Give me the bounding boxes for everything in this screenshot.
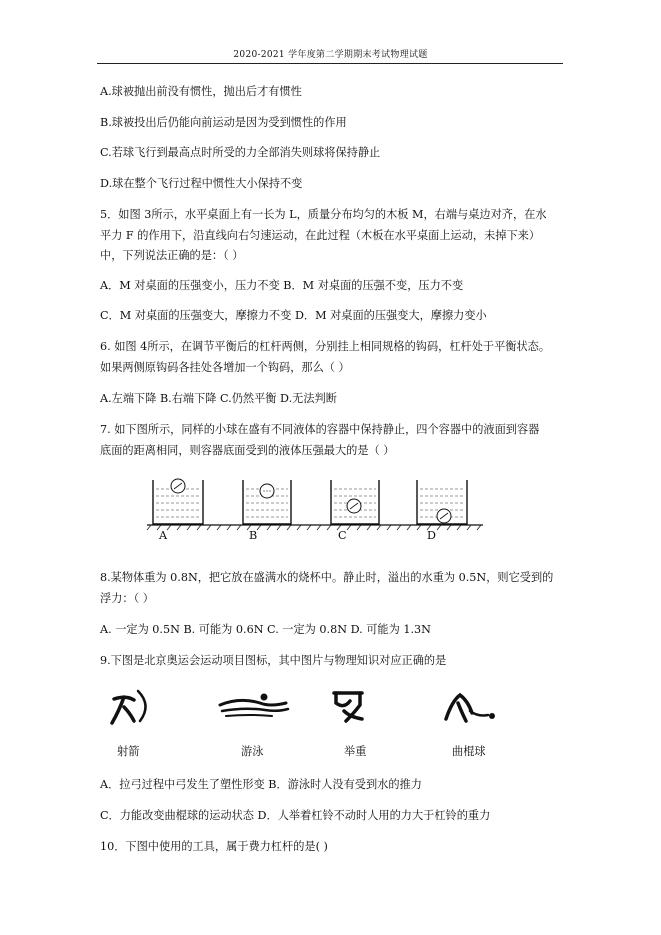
q9-options-cd: C．力能改变曲棍球的运动状态 D．人举着杠铃不动时人用的力大于杠铃的重力: [100, 809, 491, 822]
q4-option-d: D.球在整个飞行过程中惯性大小保持不变: [100, 177, 303, 190]
q4-option-a: A.球被抛出前没有惯性，抛出后才有惯性: [100, 85, 302, 98]
q8-options: A. 一定为 0.5N B. 可能为 0.6N C. 一定为 0.8N D. 可能为 1.3N: [100, 623, 431, 636]
q6-stem-line2: 如果两侧原钩码各挂处各增加一个钩码，那么（ ）: [100, 361, 350, 374]
container-d: [417, 480, 467, 524]
q7-stem-line2: 底面的距离相同，则容器底面受到的液体压强最大的是（ ）: [100, 444, 395, 457]
sport-label-archery: 射箭: [117, 745, 140, 758]
q7-stem-line1: 7. 如下图所示，同样的小球在盛有不同液体的容器中保持静止，四个容器中的液面到容器: [100, 423, 540, 436]
container-a: [153, 479, 203, 524]
container-label-c: C: [338, 529, 347, 542]
container-label-d: D: [427, 529, 436, 542]
sport-label-weightlifting: 举重: [344, 745, 367, 758]
q8-stem-line1: 8.某物体重为 0.8N，把它放在盛满水的烧杯中。静止时，溢出的水重为 0.5N，则它受到的: [100, 571, 554, 584]
hockey-icon: [446, 695, 495, 721]
q5-stem-line1: 5．如图 3所示，水平桌面上有一长为 L，质量分布均匀的木板 M，右端与桌边对齐，在水: [100, 208, 547, 221]
q5-stem-line3: 中，下列说法正确的是：（ ）: [100, 249, 244, 262]
swimming-icon: [220, 694, 288, 717]
archery-icon: [112, 691, 146, 723]
q10-stem: 10．下图中使用的工具，属于费力杠杆的是( ): [100, 840, 328, 853]
q9-stem: 9.下图是北京奥运会运动项目图标，其中图片与物理知识对应正确的是: [100, 654, 447, 667]
q8-stem-line2: 浮力：（ ）: [100, 592, 154, 605]
page-header: 2020-2021 学年度第二学期期末考试物理试题: [233, 50, 428, 60]
sport-label-hockey: 曲棍球: [452, 745, 486, 758]
weightlifting-icon: [334, 693, 362, 721]
q5-options-ab: A．M 对桌面的压强变小，压力不变 B．M 对桌面的压强不变，压力不变: [100, 279, 464, 292]
q9-options-ab: A．拉弓过程中弓发生了塑性形变 B．游泳时人没有受到水的推力: [100, 778, 422, 791]
container-c: [331, 480, 379, 524]
q4-option-b: B.球被投出后仍能向前运动是因为受到惯性的作用: [100, 116, 347, 129]
container-b: [243, 480, 291, 524]
sport-pictograms: [100, 683, 510, 728]
q5-stem-line2: 平力 F 的作用下，沿直线向右匀速运动，在此过程（木板在水平桌面上运动，未掉下来）: [100, 229, 541, 242]
sport-label-swimming: 游泳: [241, 745, 264, 758]
q5-options-cd: C．M 对桌面的压强变大，摩擦力不变 D．M 对桌面的压强变大，摩擦力变小: [100, 309, 487, 322]
container-label-b: B: [249, 529, 258, 542]
header-rule: [97, 63, 563, 64]
q6-options: A.左端下降 B.右端下降 C.仍然平衡 D.无法判断: [100, 392, 337, 405]
q4-option-c: C.若球飞行到最高点时所受的力全部消失则球将保持静止: [100, 146, 381, 159]
container-label-a: A: [159, 529, 168, 542]
q6-stem-line1: 6. 如图 4所示，在调节平衡后的杠杆两侧，分别挂上相同规格的钩码，杠杆处于平衡状态。: [100, 340, 551, 353]
